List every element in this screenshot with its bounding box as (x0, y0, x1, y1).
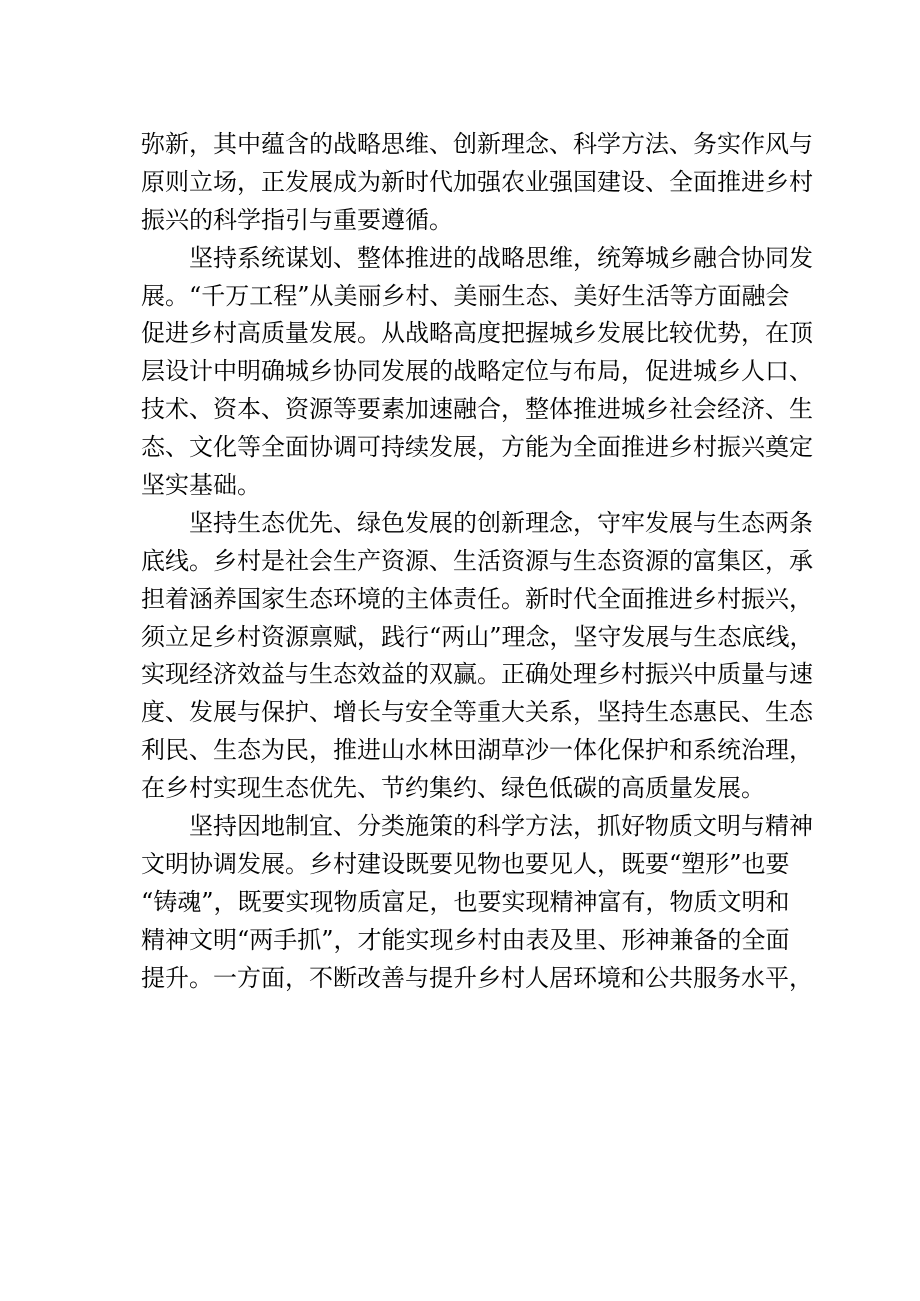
text-line: 提升。一方面，不断改善与提升乡村人居环境和公共服务水平， (141, 963, 813, 992)
text-line: “铸魂”，既要实现物质富足，也要实现精神富有，物质文明和 (141, 887, 790, 916)
text-line: 坚实基础。 (141, 471, 261, 500)
text-line: 促进乡村高质量发展。从战略高度把握城乡发展比较优势，在顶 (141, 319, 813, 348)
text-line: 技术、资本、资源等要素加速融合，整体推进城乡社会经济、生 (141, 395, 813, 424)
text-line: 原则立场，正发展成为新时代加强农业强国建设、全面推进乡村 (141, 167, 813, 196)
text-line: 展。“千万工程”从美丽乡村、美丽生态、美好生活等方面融会 (141, 281, 790, 310)
text-line: 文明协调发展。乡村建设既要见物也要见人，既要“塑形”也要 (141, 849, 790, 878)
text-line: 坚持因地制宜、分类施策的科学方法，抓好物质文明与精神 (189, 812, 813, 841)
text-line: 精神文明“两手抓”，才能实现乡村由表及里、形神兼备的全面 (141, 925, 790, 954)
text-line: 态、文化等全面协调可持续发展，方能为全面推进乡村振兴奠定 (141, 433, 813, 462)
paragraph-2 (141, 240, 813, 505)
text-line: 弥新，其中蕴含的战略思维、创新理念、科学方法、务实作风与 (141, 130, 813, 158)
text-line: 振兴的科学指引与重要遵循。 (141, 205, 453, 234)
text-line: 须立足乡村资源禀赋，践行“两山”理念，坚守发展与生态底线， (141, 622, 814, 651)
paragraph-1 (141, 126, 813, 240)
text-line: 层设计中明确城乡协同发展的战略定位与布局，促进城乡人口、 (141, 357, 813, 386)
text-line: 坚持系统谋划、整体推进的战略思维，统筹城乡融合协同发 (189, 243, 813, 272)
paragraph-4 (141, 808, 813, 997)
text-line: 坚持生态优先、绿色发展的创新理念，守牢发展与生态两条 (189, 508, 813, 537)
text-line: 在乡村实现生态优先、节约集约、绿色低碳的高质量发展。 (141, 774, 765, 803)
document-body (141, 126, 814, 997)
text-line: 担着涵养国家生态环境的主体责任。新时代全面推进乡村振兴， (141, 584, 813, 613)
text-line: 底线。乡村是社会生产资源、生活资源与生态资源的富集区，承 (141, 546, 813, 575)
text-line: 利民、生态为民，推进山水林田湖草沙一体化保护和系统治理， (141, 736, 813, 765)
text-line: 度、发展与保护、增长与安全等重大关系，坚持生态惠民、生态 (141, 698, 813, 727)
text-line: 实现经济效益与生态效益的双赢。正确处理乡村振兴中质量与速 (141, 660, 813, 689)
paragraph-3 (141, 505, 814, 808)
